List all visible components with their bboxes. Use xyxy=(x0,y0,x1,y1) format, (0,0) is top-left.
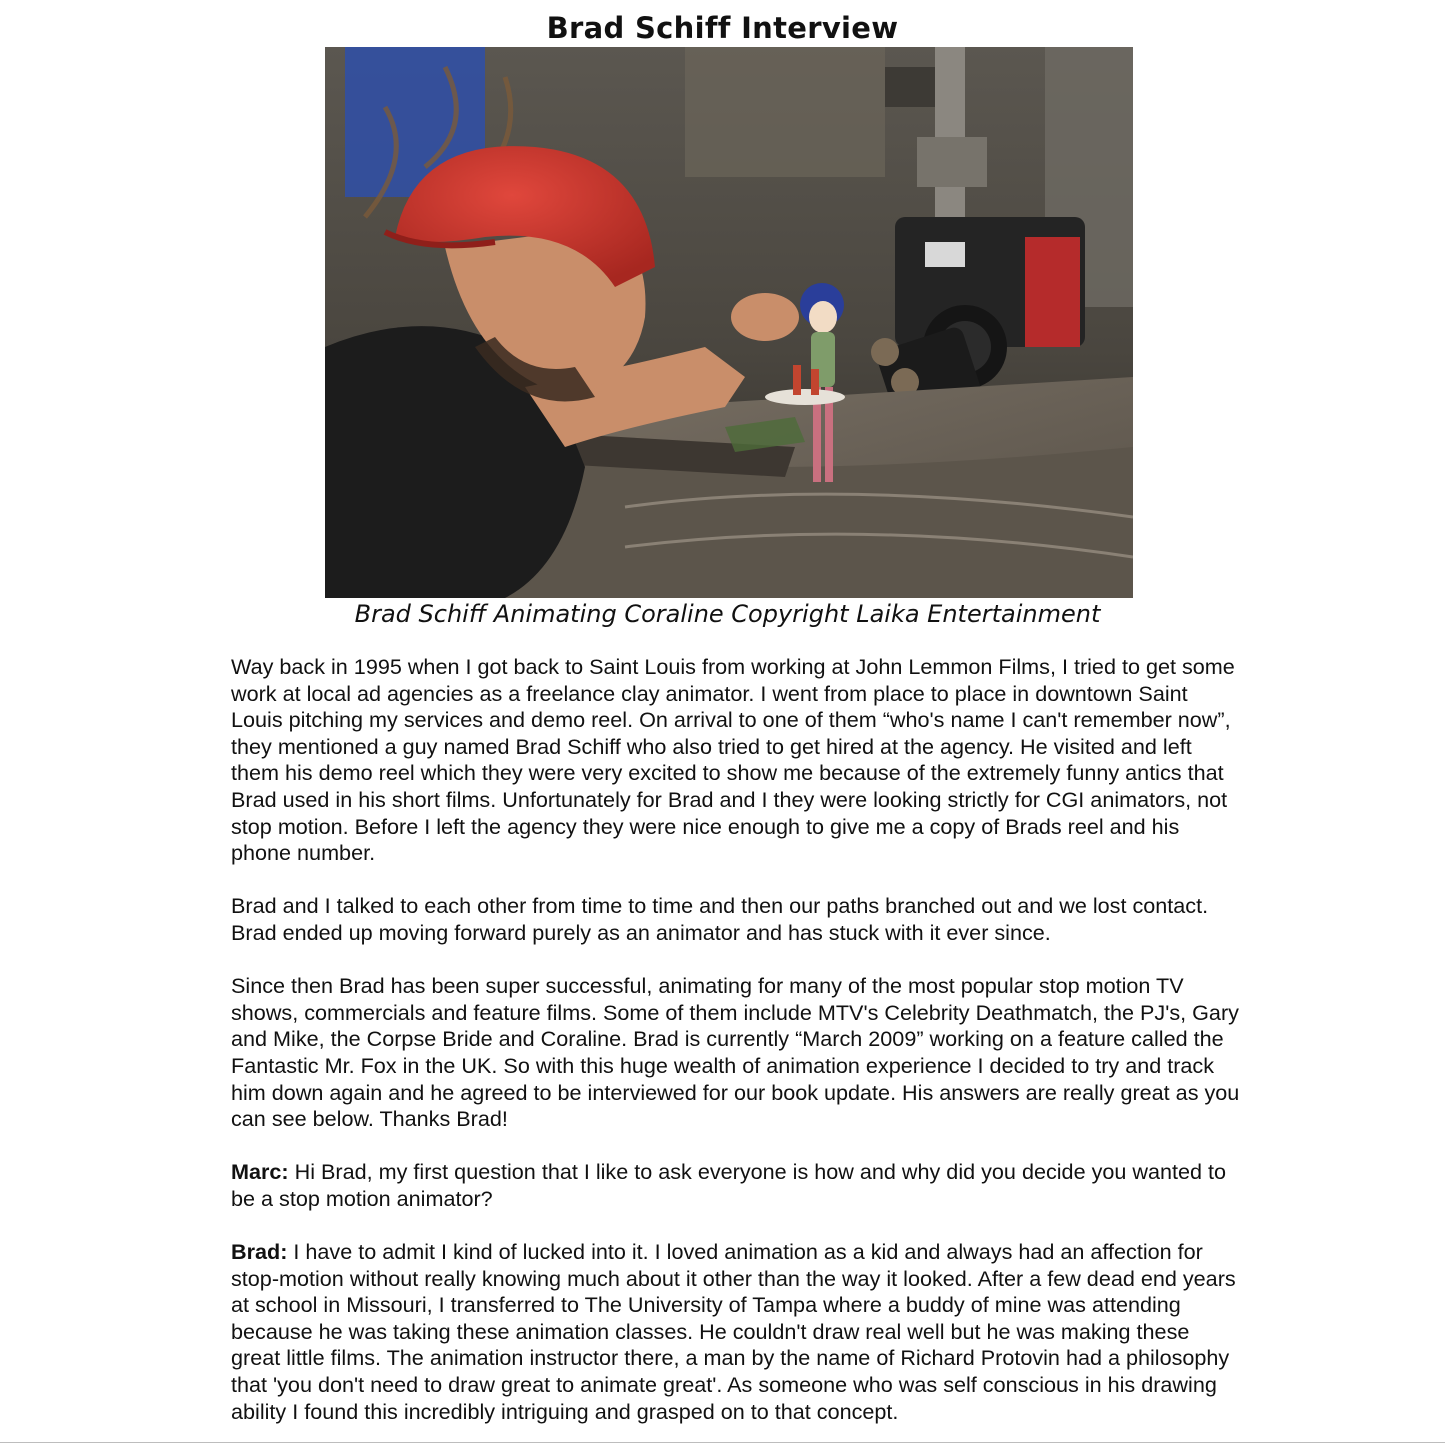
intro-paragraph-3: Since then Brad has been super successful, animating for many of the most popular stop motion TV shows, commercials and feature films. Some of them include MTV's Celebrity Deathmatch, the PJ's, Gary and Mike, the Corpse Bride and Coraline. Brad is currently “March 2009” working on a feature called the Fantastic Mr. Fox in the UK. So with this huge wealth of animation experience I decided to try and track him down again and he agreed to be interviewed for our book update. His answers are really great as you can see below. Thanks Brad! xyxy=(231,973,1240,1132)
article-body xyxy=(231,654,1241,1452)
intro-paragraph-1: Way back in 1995 when I got back to Saint Louis from working at John Lemmon Films, I tried to get some work at local ad agencies as a freelance clay animator. I went from place to place in downtown Saint Louis pitching my services and demo reel. On arrival to one of them “who's name I can't remember now”, they mentioned a guy named Brad Schiff who also tried to get hired at the agency. He visited and left them his demo reel which they were very excited to show me because of the extremely funny antics that Brad used in his short films. Unfortunately for Brad and I they were looking strictly for CGI animators, not stop motion. Before I left the agency they were nice enough to give me a copy of Brads reel and his phone number. xyxy=(231,654,1235,866)
photo-illustration xyxy=(325,47,1133,598)
page-title: Brad Schiff Interview xyxy=(546,11,899,45)
speaker-label: Brad: xyxy=(231,1239,288,1265)
question-text: Hi Brad, my first question that I like to ask everyone is how and why did you decide you wanted to be a stop motion animator? xyxy=(231,1159,1227,1211)
answer-paragraph xyxy=(231,1239,1241,1425)
question-paragraph xyxy=(231,1159,1241,1212)
hand xyxy=(731,293,799,341)
puppet-tray xyxy=(765,389,845,405)
article-photo xyxy=(325,47,1133,598)
speaker-label: Marc: xyxy=(231,1159,289,1185)
answer-text: I have to admit I kind of lucked into it. I loved animation as a kid and always had an affection for stop-motion without really knowing much about it other than the way it looked. After a few dead end years at school in Missouri, I transferred to The University of Tampa where a buddy of mine was attending because he was taking these animation classes. He couldn't draw real well but he was making these great little films. The animation instructor there, a man by the name of Richard Protovin had a philosophy that 'you don't need to draw great to animate great'. As someone who was self conscious in his drawing ability I found this incredibly intriguing and grasped on to that concept. xyxy=(231,1239,1236,1424)
intro-paragraph-2: Brad and I talked to each other from time to time and then our paths branched out and we lost contact. Brad ended up moving forward purely as an animator and has stuck with it ever since. xyxy=(231,893,1209,945)
photo-caption: Brad Schiff Animating Coraline Copyright Laika Entertainment xyxy=(354,600,1101,628)
page-edge-divider xyxy=(0,1442,1445,1443)
